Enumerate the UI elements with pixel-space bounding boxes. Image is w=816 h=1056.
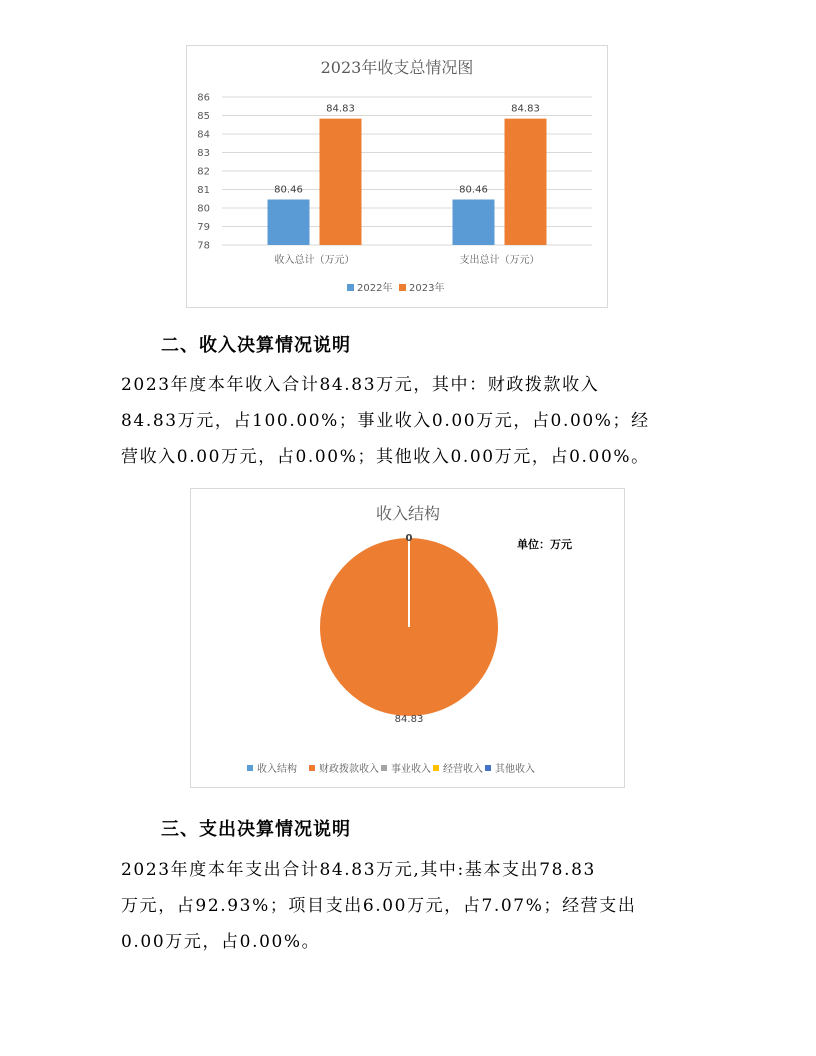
income-paragraph-line-1: 2023年度本年收入合计84.83万元，其中：财政拨款收入 <box>121 375 600 395</box>
pie-legend-label: 收入结构 <box>257 764 297 775</box>
pie-chart-legend <box>247 762 535 775</box>
income-paragraph-line-3: 营收入0.00万元，占0.00%；其他收入0.00万元，占0.00%。 <box>121 447 650 467</box>
income-paragraph-line-2: 84.83万元，占100.00%；事业收入0.00万元，占0.00%；经 <box>121 411 650 431</box>
expense-paragraph-line-3: 0.00万元，占0.00%。 <box>121 932 321 952</box>
bar-y-tick-label: 81 <box>197 185 210 196</box>
bar-data-label: 84.83 <box>326 103 355 115</box>
pie-data-label-main: 84.83 <box>394 714 424 725</box>
income-structure-pie-chart <box>190 488 625 788</box>
bar-y-tick-label: 78 <box>197 240 210 252</box>
bar-2022-expense <box>453 199 495 245</box>
section-heading-expense: 三、支出决算情况说明 <box>161 819 351 840</box>
bar-2023-expense <box>505 119 547 245</box>
bar-chart-svg <box>187 46 607 307</box>
bar-x-tick-label: 收入总计（万元） <box>274 255 355 266</box>
pie-chart-svg <box>191 489 624 787</box>
pie-chart-slices <box>320 538 498 716</box>
pie-legend-label: 财政拨款收入 <box>319 764 379 775</box>
bar-chart-bars <box>268 104 547 245</box>
pie-chart-title: 收入结构 <box>375 504 441 523</box>
bar-2023-income <box>320 119 362 245</box>
pie-legend-swatch <box>381 765 387 771</box>
pie-unit-note: 单位：万元 <box>517 538 572 551</box>
bar-y-tick-label: 82 <box>197 166 210 178</box>
expense-paragraph-line-2: 万元，占92.93%；项目支出6.00万元，占7.07%；经营支出 <box>121 896 637 916</box>
pie-legend-label: 经营收入 <box>443 764 483 775</box>
bar-legend-swatch <box>347 284 354 291</box>
bar-y-tick-label: 86 <box>197 92 210 104</box>
pie-legend-label: 事业收入 <box>391 764 431 775</box>
bar-chart-y-ticks <box>197 93 210 252</box>
bar-x-tick-label: 支出总计（万元） <box>459 255 540 266</box>
bar-y-tick-label: 84 <box>197 129 210 141</box>
pie-data-label-zero: 0 <box>405 533 413 544</box>
pie-legend-swatch <box>309 765 315 771</box>
bar-chart-title: 2023年收支总情况图 <box>320 58 474 77</box>
pie-legend-swatch <box>247 765 253 771</box>
expense-paragraph-line-1: 2023年度本年支出合计84.83万元,其中:基本支出78.83 <box>121 860 596 880</box>
bar-y-tick-label: 83 <box>197 148 210 159</box>
bar-2022-income <box>268 199 310 245</box>
bar-legend-label: 2022年 <box>357 283 393 294</box>
pie-legend-swatch <box>433 765 439 771</box>
section-heading-income: 二、收入决算情况说明 <box>161 335 351 356</box>
bar-legend-label: 2023年 <box>409 283 445 294</box>
bar-legend-swatch <box>399 284 406 291</box>
bar-data-label: 80.46 <box>274 184 303 196</box>
bar-y-tick-label: 80 <box>197 203 210 215</box>
bar-chart-x-ticks <box>275 253 540 266</box>
bar-y-tick-label: 79 <box>197 222 210 233</box>
bar-y-tick-label: 85 <box>197 111 210 122</box>
pie-legend-swatch <box>485 765 491 771</box>
bar-chart-legend <box>347 281 444 294</box>
bar-data-label: 84.83 <box>511 103 540 115</box>
pie-legend-label: 其他收入 <box>495 764 535 775</box>
income-expense-bar-chart <box>186 45 608 308</box>
bar-data-label: 80.46 <box>459 184 488 196</box>
